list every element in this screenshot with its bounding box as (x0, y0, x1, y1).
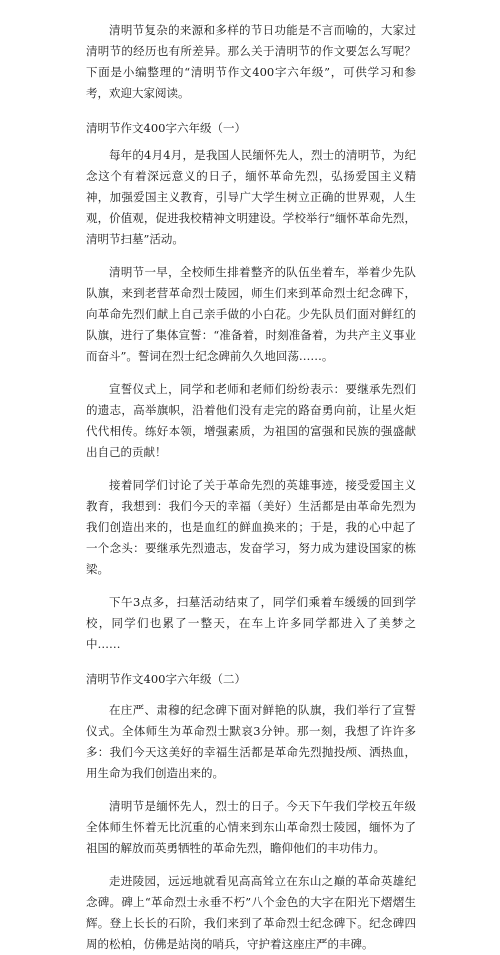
paragraph-7: 清明节是缅怀先人，烈士的日子。今天下午我们学校五年级全体师生怀着无比沉重的心情来到东山革命烈士陵园，缅怀为了祖国的解放而英勇牺牲的革命先烈，瞻仰他们的丰功伟力。 (86, 799, 416, 855)
paragraph-8: 走进陵园，远远地就看见高高耸立在东山之巅的革命英雄纪念碑。碑上“革命烈士永垂不朽”八个金色的大字在阳光下熠熠生辉。登上长长的石阶，我们来到了革命烈士纪念碑下。纪念碑四周的松柏，仿佛是站岗的哨兵，守护着这座庄严的丰碑。 (86, 874, 416, 951)
section-heading-2: 清明节作文400字六年级（二） (86, 672, 246, 686)
paragraph-5: 下午3点多，扫墓活动结束了，同学们乘着车缓缓的回到学校，同学们也累了一整天，在车上许多同学都进入了美梦之中…… (86, 595, 416, 651)
paragraph-4: 接着同学们讨论了关于革命先烈的英雄事迹，接受爱国主义教育，我想到：我们今天的幸福（美好）生活都是由革命先烈为我们创造出来的，也是血红的鲜血换来的；于是，我的心中起了一个念头：要继承先烈遗志，发奋学习，努力成为建设国家的栋梁。 (86, 478, 416, 576)
paragraph-3: 宣誓仪式上，同学和老师和老师们纷纷表示：要继承先烈们的遗志，高举旗帜，沿着他们没有走完的路奋勇向前，让星火炬代代相传。练好本领，增强素质，为祖国的富强和民族的强盛献出自己的贡献！ (86, 382, 416, 459)
intro-paragraph: 清明节复杂的来源和多样的节日功能是不言而喻的，大家过清明节的经历也有所差异。那么关于清明节的作文要怎么写呢？下面是小编整理的“清明节作文400字六年级”，可供学习和参考，欢迎大家阅读。 (86, 23, 416, 100)
paragraph-2: 清明节一早，全校师生排着整齐的队伍坐着车，举着少先队队旗，来到老营革命烈士陵园，师生们来到革命烈士纪念碑下，向革命先烈们献上自己亲手做的小白花。少先队员们面对鲜红的队旗，进行了集体宣誓：“准备着，时刻准备着，为共产主义事业而奋斗”。誓词在烈士纪念碑前久久地回荡……。 (86, 265, 416, 363)
paragraph-1: 每年的4月4月，是我国人民缅怀先人，烈士的清明节，为纪念这个有着深远意义的日子，缅怀革命先烈，弘扬爱国主义精神，加强爱国主义教育，引导广大学生树立正确的世界观，人生观，价值观，促进我校精神文明建设。学校举行“缅怀革命先烈，清明节扫墓”活动。 (86, 148, 416, 246)
section-heading-1: 清明节作文400字六年级（一） (86, 121, 246, 135)
paragraph-6: 在庄严、肃穆的纪念碑下面对鲜艳的队旗，我们举行了宣誓仪式。全体师生为革命烈士默哀3分钟。那一刻，我想了许许多多：我们今天这美好的幸福生活都是革命先烈抛投颅、洒热血，用生命为我们创造出来的。 (86, 703, 416, 780)
